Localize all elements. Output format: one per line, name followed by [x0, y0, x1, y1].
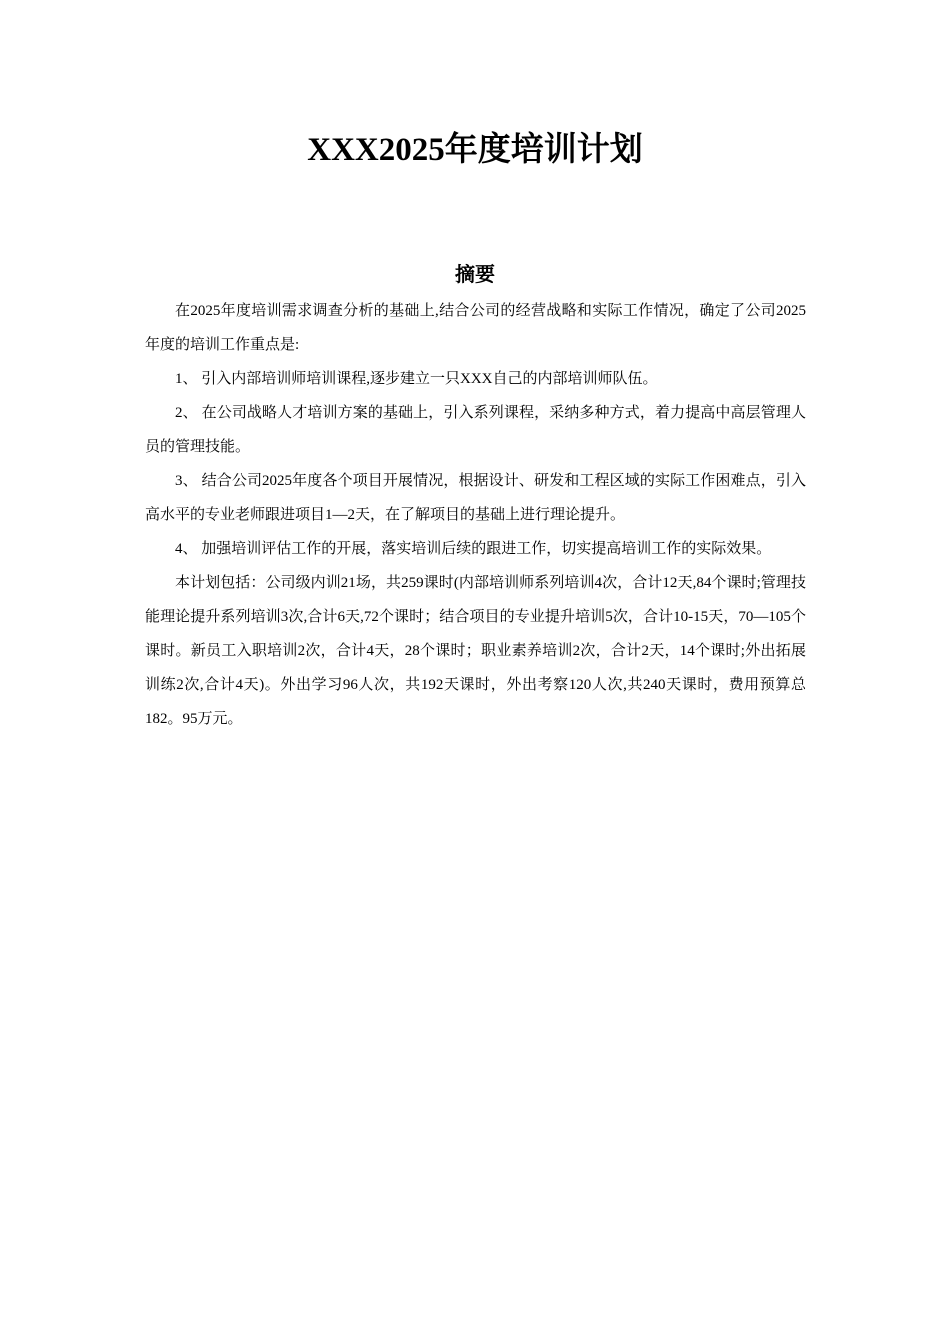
abstract-heading: 摘要: [455, 264, 495, 286]
focus-item-3: 3、 结合公司2025年度各个项目开展情况，根据设计、研发和工程区域的实际工作困难点，引入高水平的专业老师跟进项目1—2天，在了解项目的基础上进行理论提升。: [145, 473, 806, 523]
document-title: XXX2025年度培训计划: [307, 132, 643, 168]
focus-item-1: 1、 引入内部培训师培训课程,逐步建立一只XXX自己的内部培训师队伍。: [175, 371, 658, 387]
intro-paragraph: 在2025年度培训需求调查分析的基础上,结合公司的经营战略和实际工作情况，确定了公司2025年度的培训工作重点是:: [145, 303, 806, 353]
plan-summary-paragraph: 本计划包括：公司级内训21场，共259课时(内部培训师系列培训4次，合计12天,84个课时;管理技能理论提升系列培训3次,合计6天,72个课时；结合项目的专业提升培训5次，合计10-15天，70—105个课时。新员工入职培训2次，合计4天，28个课时；职业素养培训2次，合计2天，14个课时;外出拓展训练2次,合计4天)。外出学习96人次，共192天课时，外出考察120人次,共240天课时，费用预算总182。95万元。: [145, 575, 806, 727]
focus-item-2: 2、 在公司战略人才培训方案的基础上，引入系列课程，采纳多种方式，着力提高中高层管理人员的管理技能。: [145, 405, 806, 455]
abstract-body: [145, 294, 806, 736]
focus-item-4: 4、 加强培训评估工作的开展，落实培训后续的跟进工作，切实提高培训工作的实际效果。: [175, 541, 772, 557]
